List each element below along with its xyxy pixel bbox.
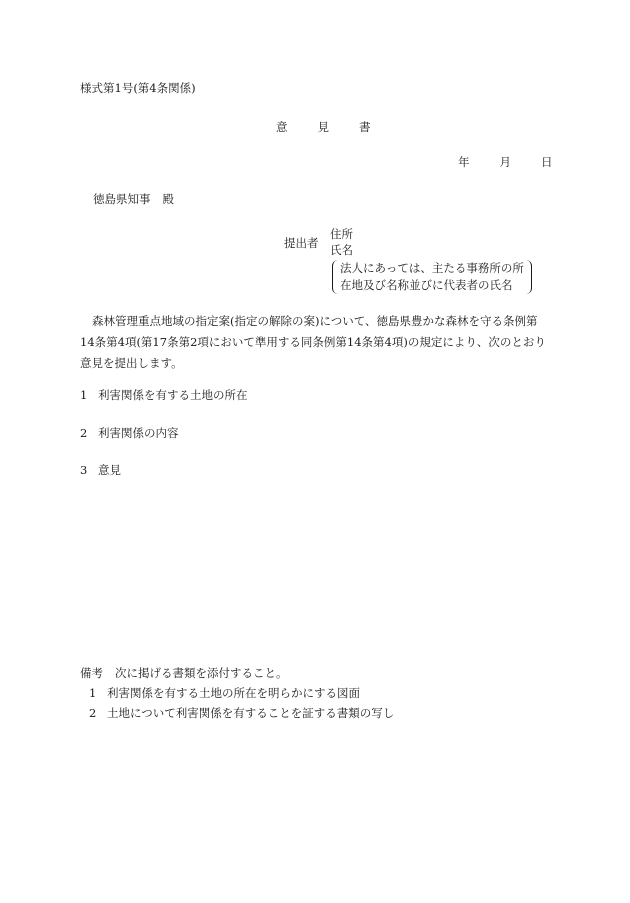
corporation-note [332, 260, 532, 294]
name-label: 氏名 [330, 243, 353, 257]
item-label: 利害関係の内容 [98, 426, 179, 440]
date-year: 年 [458, 155, 470, 169]
corporation-note-line-1: 法人にあっては、主たる事務所の所 [340, 261, 524, 275]
item-number: 1 [80, 388, 88, 402]
item-number: 3 [80, 463, 88, 477]
title-char-3: 書 [359, 120, 371, 134]
body-paragraph: 森林管理重点地域の指定案(指定の解除の案)について、徳島県豊かな森林を守る条例第14条第4項(第17条第2項において準用する同条例第14条第4項)の規定により、次のとおり意見を提出します。 [80, 314, 546, 370]
remark-text: 利害関係を有する土地の所在を明らかにする図面 [107, 686, 360, 700]
addressee [93, 190, 174, 208]
remark-item [89, 684, 360, 702]
corporation-note-line-2: 在地及び名称並びに代表者の氏名 [340, 278, 513, 292]
remarks-intro: 次に掲げる書類を添付すること。 [115, 666, 288, 680]
item-label: 利害関係を有する土地の所在 [98, 388, 248, 402]
form-number: 様式第1号(第4条関係) [80, 81, 196, 95]
address-label: 住所 [330, 227, 353, 241]
date-month: 月 [499, 155, 511, 169]
list-item [80, 386, 248, 404]
submitter-label: 提出者 [284, 236, 319, 250]
title-char-2: 見 [317, 120, 329, 134]
addressee-honorific: 殿 [162, 192, 174, 206]
remark-number: 1 [89, 686, 97, 700]
remark-text: 土地について利害関係を有することを証する書類の写し [107, 706, 395, 720]
document-title [276, 118, 371, 136]
remarks-label: 備考 [80, 666, 103, 680]
addressee-name: 徳島県知事 [93, 192, 151, 206]
list-item [80, 424, 179, 442]
date-day: 日 [541, 155, 553, 169]
date-line [458, 153, 553, 171]
remark-item [89, 704, 394, 722]
item-label: 意見 [98, 463, 121, 477]
remark-number: 2 [89, 706, 97, 720]
remarks-heading [80, 664, 288, 682]
title-char-1: 意 [276, 120, 288, 134]
list-item [80, 461, 121, 479]
item-number: 2 [80, 426, 88, 440]
